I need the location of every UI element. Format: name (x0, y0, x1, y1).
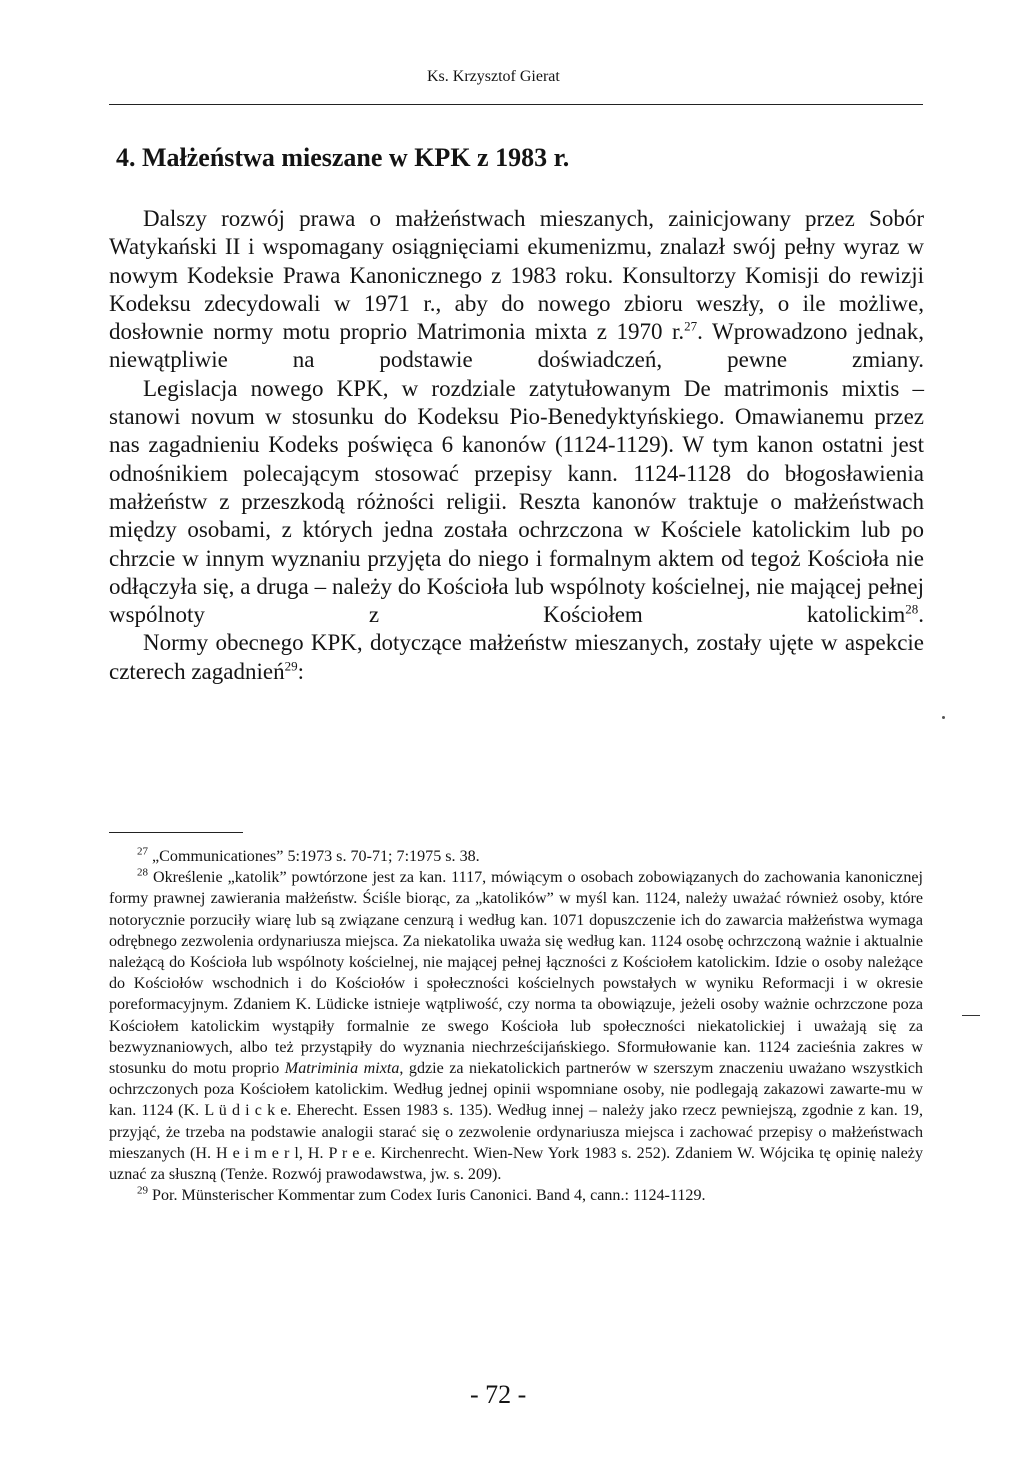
paragraph-2-tail: . (918, 602, 924, 628)
paragraph-3-tail: : (297, 658, 304, 684)
body-text (109, 205, 924, 686)
footnote-separator (109, 832, 243, 833)
footnote-ref-29[interactable]: 29 (284, 658, 298, 674)
paragraph-2-text: Legislacja nowego KPK, w rozdziale zatytułowanym De matrimonis mixtis – stanowi novum w stosunku do Kodeksu Pio-Benedyktyńskiego. Omawianemu przez nas zagadnieniu Kodeks poświęca 6 kanonów (1124-1129). W tym kanon ostatni jest odnośnikiem polecającym stosować przepisy kann. 1124-1128 do błogosławienia małżeństw z przeszkodą różności religii. Reszta kanonów traktuje o małżeństwach między osobami, z których jedna została ochrzczona w Kościele katolickim lub po chrzcie w innym wyznaniu przyjęta do niego i formalnym aktem od tegoż Kościoła nie odłączyła się, a druga – należy do Kościoła lub wspólnoty kościelnej, nie mającej pełnej wspólnoty z Kościołem katolickim (109, 375, 924, 628)
margin-dash (962, 1015, 980, 1016)
footnote-28-italic-title: Matriminia mixta (284, 1060, 400, 1078)
paragraph-1-text: Dalszy rozwój prawa o małżeństwach mieszanych, zainicjowany przez Sobór Watykański II i wspomagany osiągnięciami ekumenizmu, znalazł swój pełny wyraz w nowym Kodeksie Prawa Kanonicznego z 1983 roku. Konsultorzy Komisji do rewizji Kodeksu zdecydowali w 1971 r., aby do nowego zbioru weszły, o ile możliwe, dosłownie normy motu proprio Matrimonia mixta z 1970 r. (109, 206, 924, 345)
footnote-28-text-a: Określenie „katolik” powtórzone jest za kan. 1117, mówiącym o osobach zobowiązanych do zachowania kanonicznej formy prawnej zawierania małżeństw. Ściśle biorąc, za „katolików” w myśl kan. 1124, należy uważać również osoby, które notorycznie porzuciły wiarę lub są związane cenzurą i według kan. 1071 dopuszczenie ich do zawarcia małżeństwa wymaga odrębnego zezwolenia ordynariusza miejsca. Za niekatolika uważa się według kan. 1124 osobę ochrzczoną ważnie i aktualnie należącą do Kościoła lub wspólnoty kościelnej, nie mającej pełnej łączności z Kościołem katolickim. Idzie o osoby należące do Kościołów wschodnich i do Kościołów i społeczności kościelnych powstałych w wyniku Reformacji i w okresie poreformacyjnym. Zdaniem K. Lüdicke istnieje wątpliwość, czy norma ta obowiązuje, jeżeli osoby ważnie ochrzczone poza Kościołem katolickim wystąpiły formalnie ze swego Kościoła lub społeczności niekatolickiej i uważają się za bezwyznaniowych, albo też przystąpiły do wyznania niechrześcijańskiego. Sformułowanie kan. 1124 zacieśnia zakres w stosunku do motu proprio (109, 869, 923, 1078)
footnote-number: 29 (137, 1184, 148, 1197)
footnote-28 (109, 867, 923, 1185)
paragraph-3 (109, 629, 924, 686)
paragraph-1-tail: . Wprowadzono jednak, niewątpliwie na podstawie doświadczeń, pewne zmiany. (109, 319, 924, 373)
header-rule (109, 104, 923, 105)
footnote-28-text-b: , gdzie za niekatolickich partnerów w szerszym znaczeniu uważano wszystkich ochrzczonych poza Kościołem katolickim. Według jednej opinii wspomniane osoby, nie podlegają zakazowi zawarte-mu w kan. 1124 (K. L ü d i c k e. Eherecht. Essen 1983 s. 135). Według innej – należy jako rzecz pewniejszą, zgodnie z kan. 19, przyjąć, że trzeba na podstawie analogii starać się o zezwolenie ordynariusza miejsca i zachować przepisy o małżeństwach mieszanych (H. H e i m e r l, H. P r e e. Kirchenrecht. Wien-New York 1983 s. 252). Zdaniem W. Wójcika tę opinię należy uznać za słuszną (Tenże. Rozwój prawodawstwa, jw. s. 209). (109, 1060, 923, 1184)
footnote-27-text: „Communicationes” 5:1973 s. 70-71; 7:1975 s. 38. (152, 848, 480, 865)
paragraph-3-text: Normy obecnego KPK, dotyczące małżeństw mieszanych, zostały ujęte w aspekcie czterech zagadnień (109, 630, 924, 684)
footnote-29 (109, 1185, 923, 1206)
running-header: Ks. Krzysztof Gierat (427, 68, 560, 85)
footnote-29-text: Por. Münsterischer Kommentar zum Codex Iuris Canonici. Band 4, cann.: 1124-1129. (152, 1187, 706, 1205)
footnotes (109, 846, 923, 1206)
page-number: - 72 - (470, 1380, 527, 1409)
footnote-number: 28 (137, 866, 148, 879)
paragraph-1 (109, 205, 924, 375)
footnote-ref-28[interactable]: 28 (905, 601, 919, 617)
footnote-ref-27[interactable]: 27 (684, 318, 698, 334)
stray-mark (942, 716, 945, 719)
paragraph-2 (109, 375, 924, 630)
section-title: 4. Małżeństwa mieszane w KPK z 1983 r. (116, 143, 570, 172)
footnote-number: 27 (137, 845, 148, 858)
footnote-27 (109, 846, 923, 867)
